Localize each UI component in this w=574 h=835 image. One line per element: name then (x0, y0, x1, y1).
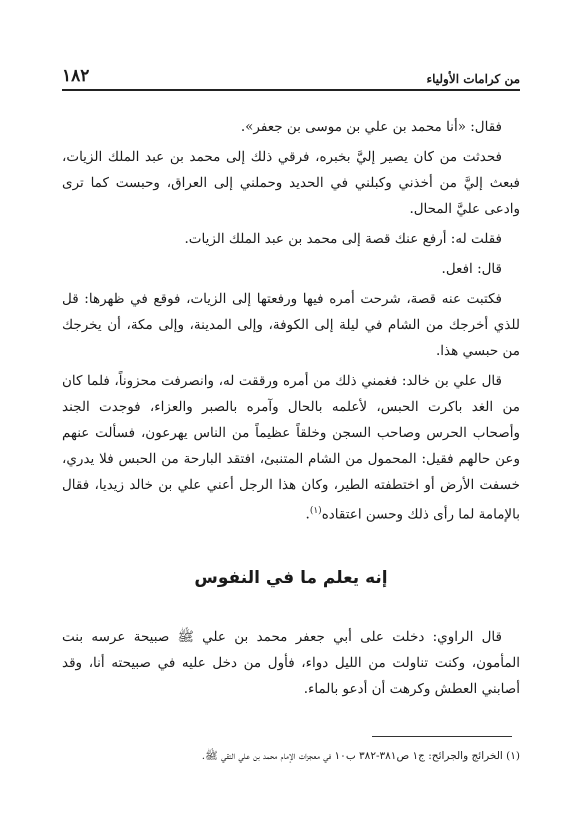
page-number: ١٨٢ (62, 66, 90, 86)
paragraph: قال: افعل. (441, 261, 502, 277)
main-text (62, 114, 520, 532)
section-text (62, 624, 520, 706)
paragraph: فقال: «أنا محمد بن علي بن موسى بن جعفر». (240, 119, 502, 135)
paragraph: قال الراوي: دخلت على أبي جعفر محمد بن علي ﷺ صبيحة عرسه بنت المأمون، وكنت تناولت من الليل دواء، فأول من دخل عليه في صبيحته أنا، وقد أصابني العطش وكرهت أن أدعو بالماء. (62, 629, 520, 697)
paragraph: فحدثت من كان يصير إليَّ بخبره، فرقي ذلك إلى محمد بن عبد الملك الزيات، فبعث إليَّ من أخذني وكبلني في الحديد وحملني إلى العراق، وحبست كما ترى وادعى عليَّ المحال. (62, 149, 520, 217)
footnote-divider (372, 736, 512, 737)
section-heading: إنه يعلم ما في النفوس (194, 568, 388, 588)
paragraph: فقلت له: أرفع عنك قصة إلى محمد بن عبد الملك الزيات. (184, 231, 502, 247)
paragraph-with-footnote: قال علي بن خالد: فغمني ذلك من أمره ورققت له، وانصرفت محزوناً، فلما كان من الغد باكرت الحبس، لأعلمه بالحال وآمره بالصبر والعزاء، فوجدت الجند وأصحاب الحرس وصاحب السجن وخلقاً عظيماً من الناس يهرعون، فسألت عنهم وعن حالهم فقيل: المحمول من الشام المتنبئ، افتقد البارحة من الحبس فلا يدري، خسفت الأرض أو اختطفته الطير، وكان هذا الرجل أعني علي بن خالد زيديا، فقال بالإمامة لما رأى ذلك وحسن اعتقاده$^{(١)}$. (62, 373, 520, 523)
footnote: (١) الخرائج والجرائح: ج١ ص٣٨١-٣٨٢ ب١٠ في معجزات الإمام محمد بن علي التقي ﷺ. (201, 750, 520, 762)
footnote-marker: (١) (309, 506, 322, 516)
paragraph-text: قال علي بن خالد: فغمني ذلك من أمره ورققت له، وانصرفت محزوناً، فلما كان من الغد باكرت الحبس، لأعلمه بالحال وآمره بالصبر والعزاء، فوجدت الجند وأصحاب الحرس وصاحب السجن وخلقاً عظيماً من الناس يهرعون، فسألت عنهم وعن حالهم فقيل: المحمول من الشام المتنبئ، افتقد البارحة من الحبس فلا يدري، خسفت الأرض أو اختطفته الطير، وكان هذا الرجل أعني علي بن خالد زيديا، فقال بالإمامة لما رأى ذلك وحسن اعتقاده (62, 373, 520, 523)
page-header (62, 64, 520, 91)
running-title: من كرامات الأولياء (426, 72, 520, 86)
paragraph: فكتبت عنه قصة، شرحت أمره فيها ورفعتها إلى الزيات، فوقع في ظهرها: قل للذي أخرجك من الشام في ليلة إلى الكوفة، وإلى المدينة، وإلى مكة، أن يخرجك من حبسي هذا. (62, 291, 520, 359)
